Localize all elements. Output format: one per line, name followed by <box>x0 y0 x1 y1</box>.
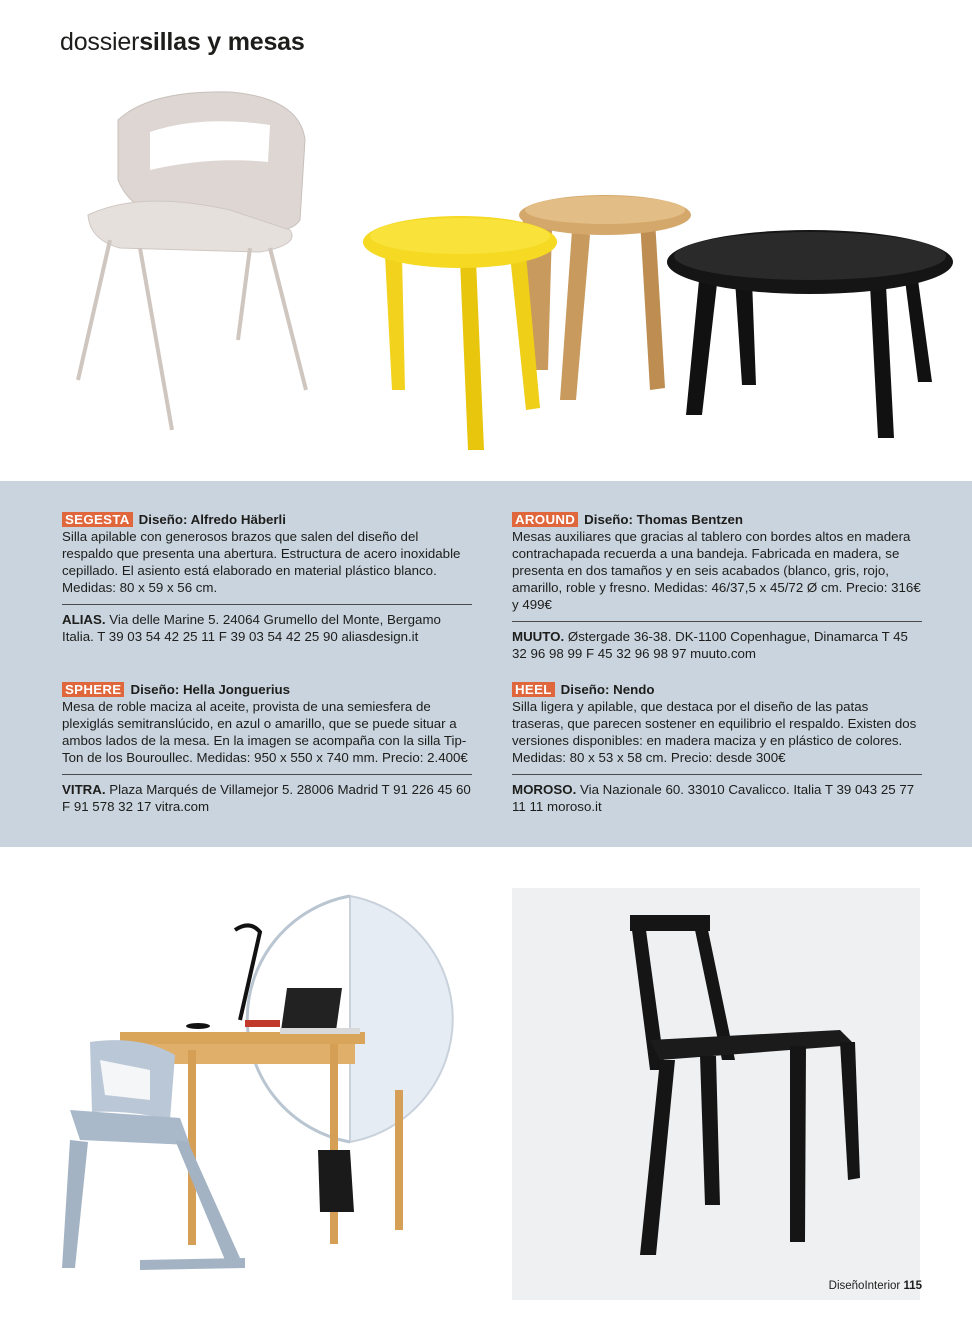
product-entry-around <box>512 511 922 662</box>
company-name: VITRA. <box>62 782 106 797</box>
product-tag: SEGESTA <box>62 512 133 527</box>
page-title <box>60 28 305 57</box>
designer-credit: Diseño: Hella Jonguerius <box>130 682 291 697</box>
product-tag: AROUND <box>512 512 578 527</box>
product-description: Silla apilable con generosos brazos que salen del diseño del respaldo que presenta una abertura. Estructura de acero inoxidable cepillado. El asiento está elaborado en material plástico blanco. Medidas: 80 x 59 x 56 cm. <box>62 529 461 595</box>
company-address: Via Nazionale 60. 33010 Cavalicco. Italia T 39 043 25 77 11 11 moroso.it <box>512 782 915 814</box>
page-folio <box>829 1280 922 1292</box>
title-prefix: dossier <box>60 28 140 56</box>
product-info-panel <box>0 481 972 847</box>
company-address: Østergade 36-38. DK-1100 Copenhague, Dinamarca T 45 32 96 98 99 F 45 32 96 98 97 muuto.com <box>512 629 908 661</box>
company-name: MOROSO. <box>512 782 577 797</box>
company-name: ALIAS. <box>62 612 106 627</box>
product-entry-sphere <box>62 681 472 815</box>
company-info <box>512 781 922 815</box>
product-tag: HEEL <box>512 682 555 697</box>
divider <box>62 774 472 775</box>
product-tag: SPHERE <box>62 682 124 697</box>
company-address: Plaza Marqués de Villamejor 5. 28006 Madrid T 91 226 45 60 F 91 578 32 17 vitra.com <box>62 782 471 814</box>
company-info <box>512 628 922 662</box>
designer-credit: Diseño: Nendo <box>560 682 655 697</box>
designer-credit: Diseño: Alfredo Häberli <box>138 512 286 527</box>
product-description: Mesa de roble maciza al aceite, provista de una semiesfera de plexiglás semitranslúcido, en azul o amarillo, que se puede situar a ambos lados de la mesa. En la imagen se acompaña con la silla Tip-Ton de los Bouroullec. Medidas: 950 x 550 x 740 mm. Precio: 2.400€ <box>62 699 468 765</box>
designer-credit: Diseño: Thomas Bentzen <box>584 512 743 527</box>
product-description: Silla ligera y apilable, que destaca por el diseño de las patas traseras, que parecen sostener en equilibrio el respaldo. Existen dos versiones disponibles: en madera maciza y en plástico de colores. Medidas: 80 x 53 x 58 cm. Precio: desde 300€ <box>512 699 917 765</box>
segesta-chair-illustration <box>78 92 306 430</box>
title-main: sillas y mesas <box>139 28 305 56</box>
top-product-photo <box>0 70 972 480</box>
divider <box>512 621 922 622</box>
tip-ton-chair-illustration <box>62 1040 245 1270</box>
around-tables-illustration <box>363 195 953 450</box>
company-info <box>62 611 472 645</box>
page-number: 115 <box>903 1280 922 1292</box>
company-info <box>62 781 472 815</box>
divider <box>512 774 922 775</box>
product-description: Mesas auxiliares que gracias al tablero con bordes altos en madera contrachapada recuerda a una bandeja. Fabricada en madera, se presenta en dos tamaños y en seis acabados (blanco, gris, rojo, amarillo, roble y fresno. Medidas: 46/37,5 x 45/72 Ø cm. Precio: 316€ y 499€ <box>512 529 921 612</box>
divider <box>62 604 472 605</box>
product-entry-heel <box>512 681 922 815</box>
magazine-name: DiseñoInterior <box>828 1280 901 1292</box>
company-address: Via delle Marine 5. 24064 Grumello del Monte, Bergamo Italia. T 39 03 54 42 25 11 F 39 03 54 42 25 90 aliasdesign.it <box>62 612 441 644</box>
bottom-product-photo <box>0 860 972 1300</box>
company-name: MUUTO. <box>512 629 565 644</box>
product-entry-segesta <box>62 511 472 645</box>
